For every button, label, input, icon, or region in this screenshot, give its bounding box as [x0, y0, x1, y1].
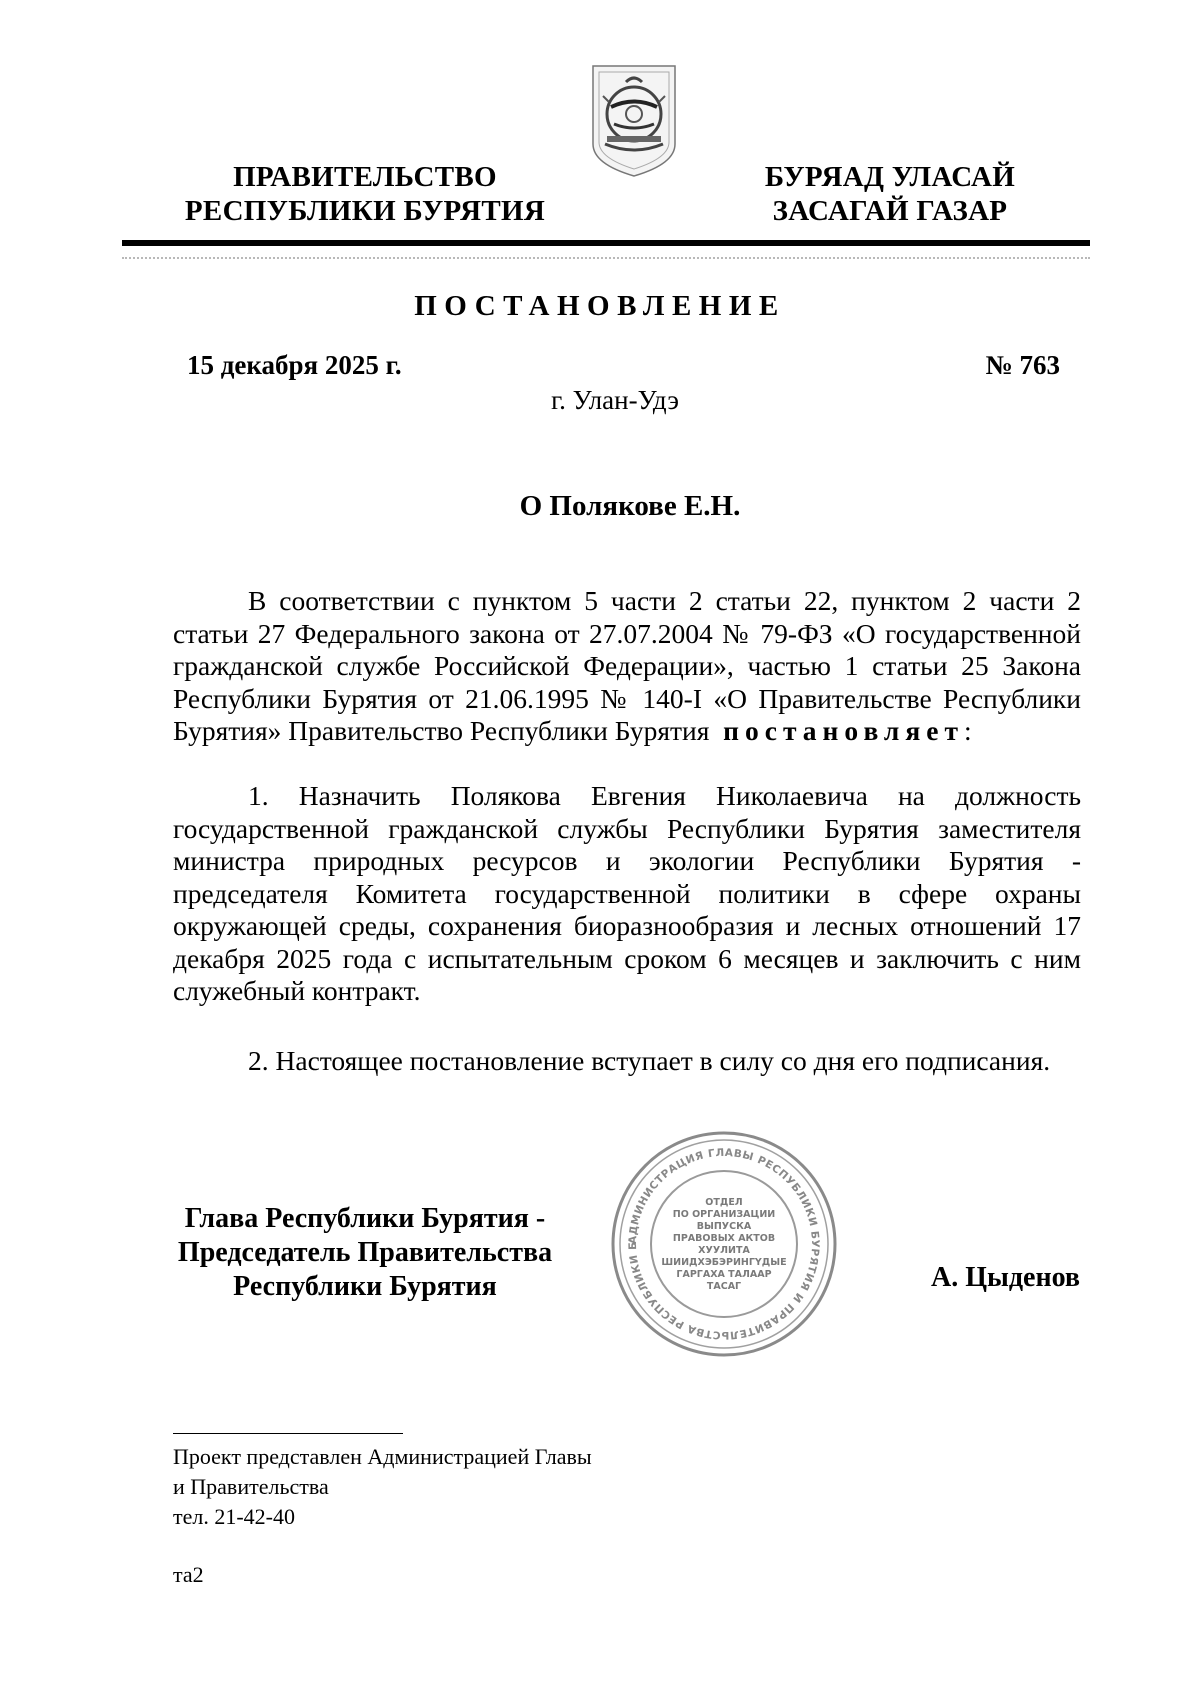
signatory-position [165, 1202, 565, 1304]
stamp-center-line: ОТДЕЛ [705, 1197, 743, 1208]
government-name-russian [150, 160, 580, 228]
stamp-center-line: ШИИДХЭБЭРИНГҮДЫЕ [661, 1257, 787, 1268]
government-name-line1: ПРАВИТЕЛЬСТВО [233, 161, 497, 193]
decree-item-2: 2. Настоящее постановление вступает в силу со дня его подписания. [248, 1045, 1051, 1076]
header-dotted-divider [122, 257, 1090, 259]
government-name-line2: РЕСПУБЛИКИ БУРЯТИЯ [184, 195, 546, 227]
footnote-line3: тел. 21-42-40 [173, 1504, 296, 1529]
signatory-position-line1: Глава Республики Бурятия - [184, 1203, 546, 1234]
document-number: № 763 [985, 350, 1060, 380]
footnote-line1: Проект представлен Администрацией Главы [173, 1444, 592, 1469]
decree-colon: : [963, 715, 972, 746]
government-name-buryat-line2: ЗАСАГАЙ ГАЗАР [772, 195, 1008, 227]
government-name-buryat-line1: БУРЯАД УЛАСАЙ [764, 161, 1016, 193]
government-name-buryat [740, 160, 1040, 228]
stamp-center-line: ГАРГАХА ТАЛААР [676, 1269, 772, 1280]
footnote-divider [173, 1433, 403, 1434]
preamble-paragraph [173, 585, 1081, 748]
signatory-name: А. Цыденов [930, 1262, 1080, 1293]
signatory-position-line2: Председатель Правительства [177, 1237, 553, 1268]
document-type: ПОСТАНОВЛЕНИЕ [414, 290, 786, 322]
header-divider [122, 240, 1090, 246]
stamp-center-line: ПО ОРГАНИЗАЦИИ [672, 1209, 776, 1220]
stamp-center-line: ПРАВОВЫХ АКТОВ [672, 1233, 776, 1244]
coat-of-arms-icon [585, 52, 683, 180]
signatory-position-line3: Республики Бурятия [233, 1271, 497, 1302]
footnote-line2: и Правительства [173, 1474, 329, 1499]
footnote [173, 1442, 592, 1532]
document-code: та2 [173, 1562, 204, 1587]
document-city: г. Улан-Удэ [551, 385, 679, 415]
stamp-center-line: ВЫПУСКА [696, 1221, 752, 1232]
stamp-center-line: ТАСАГ [706, 1281, 742, 1292]
decree-item-1: 1. Назначить Полякова Евгения Николаевича на должность государственной гражданской службы Республики Бурятия заместителя министра природных ресурсов и экологии Республики Бурятия - председателя Комитета государственной политики в сфере охраны окружающей среды, сохранения биоразнообразия и лесных отношений 17 декабря 2025 года с испытательным сроком 6 месяцев и заключить с ним служебный контракт. [173, 780, 1081, 1006]
preamble-text: В соответствии с пунктом 5 части 2 статьи 22, пунктом 2 части 2 статьи 27 Федерального закона от 27.07.2004 № 79-ФЗ «О государственной гражданской службе Российской Федерации», частью 1 статьи 25 Закона Республики Бурятия от 21.06.1995 № 140-I «О Правительстве Республики Бурятия» Правительство Республики Бурятия [173, 585, 1081, 746]
document-date: 15 декабря 2025 г. [187, 350, 402, 380]
stamp-center-line: ХУУЛИТА [698, 1245, 750, 1256]
document-title: О Полякове Е.Н. [519, 490, 741, 522]
decree-word: постановляет [723, 715, 964, 746]
stamp-ring-text: АДМИНИСТРАЦИЯ ГЛАВЫ РЕСПУБЛИКИ БУРЯТИЯ И ПРАВИТЕЛЬСТВА РЕСПУБЛИКИ Б [626, 1146, 822, 1342]
official-stamp [608, 1128, 840, 1360]
